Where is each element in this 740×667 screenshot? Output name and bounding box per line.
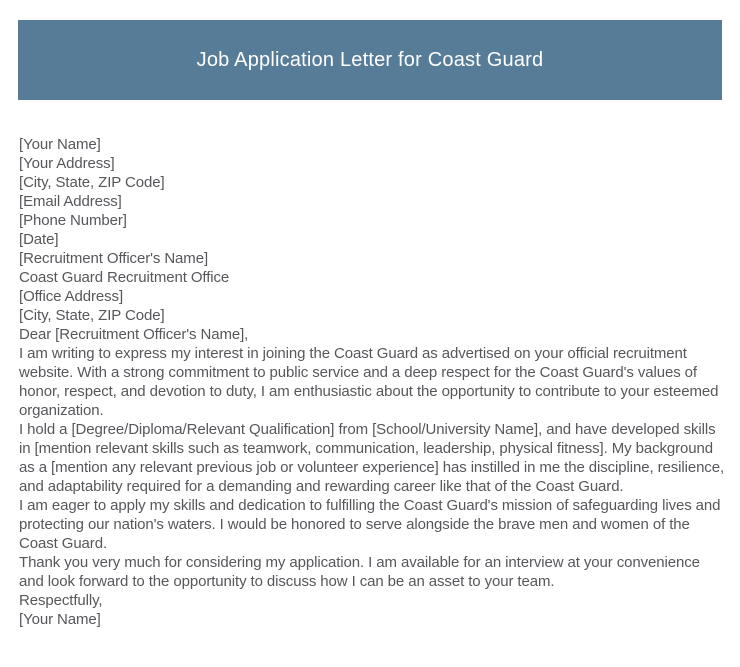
sender-name-line: [Your Name] bbox=[19, 136, 101, 153]
recipient-office-line: Coast Guard Recruitment Office bbox=[19, 269, 230, 286]
letter-paragraph-intro: I am writing to express my interest in joining the Coast Guard as advertised on your official recruitment website. With a strong commitment to public service and a deep respect for the Coast Guard's values of honor, respect, and devotion to duty, I am enthusiastic about the opportunity to contribute to your esteemed organization. bbox=[19, 345, 719, 419]
letter-paragraph-motivation: I am eager to apply my skills and dedication to fulfilling the Coast Guard's mission of safeguarding lives and protecting our nation's waters. I would be honored to serve alongside the brave men and women of the Coast Guard. bbox=[19, 497, 721, 552]
sender-address-line: [Your Address] bbox=[19, 155, 115, 172]
page-title: Job Application Letter for Coast Guard bbox=[196, 48, 544, 71]
sender-phone-line: [Phone Number] bbox=[19, 212, 127, 229]
recipient-name-line: [Recruitment Officer's Name] bbox=[19, 250, 209, 267]
salutation-line: Dear [Recruitment Officer's Name], bbox=[19, 326, 249, 343]
recipient-address-line: [Office Address] bbox=[19, 288, 124, 305]
closing-line: Respectfully, bbox=[19, 592, 103, 609]
letter-paragraph-qualifications: I hold a [Degree/Diploma/Relevant Qualification] from [School/University Name], and have developed skills in [mention relevant skills such as teamwork, communication, leadership, physical fitness]. My background as a [mention any relevant previous job or volunteer experience] has instilled in me the discipline, resilience, and adaptability required for a demanding and rewarding career like that of the Coast Guard. bbox=[19, 421, 725, 495]
sender-city-line: [City, State, ZIP Code] bbox=[19, 174, 165, 191]
letter-body bbox=[19, 135, 725, 629]
sender-email-line: [Email Address] bbox=[19, 193, 122, 210]
document-header bbox=[18, 20, 722, 100]
date-line: [Date] bbox=[19, 231, 59, 248]
recipient-city-line: [City, State, ZIP Code] bbox=[19, 307, 165, 324]
letter-paragraph-thanks: Thank you very much for considering my application. I am available for an interview at your convenience and look forward to the opportunity to discuss how I can be an asset to your team. bbox=[19, 554, 700, 590]
signature-line: [Your Name] bbox=[19, 611, 101, 628]
